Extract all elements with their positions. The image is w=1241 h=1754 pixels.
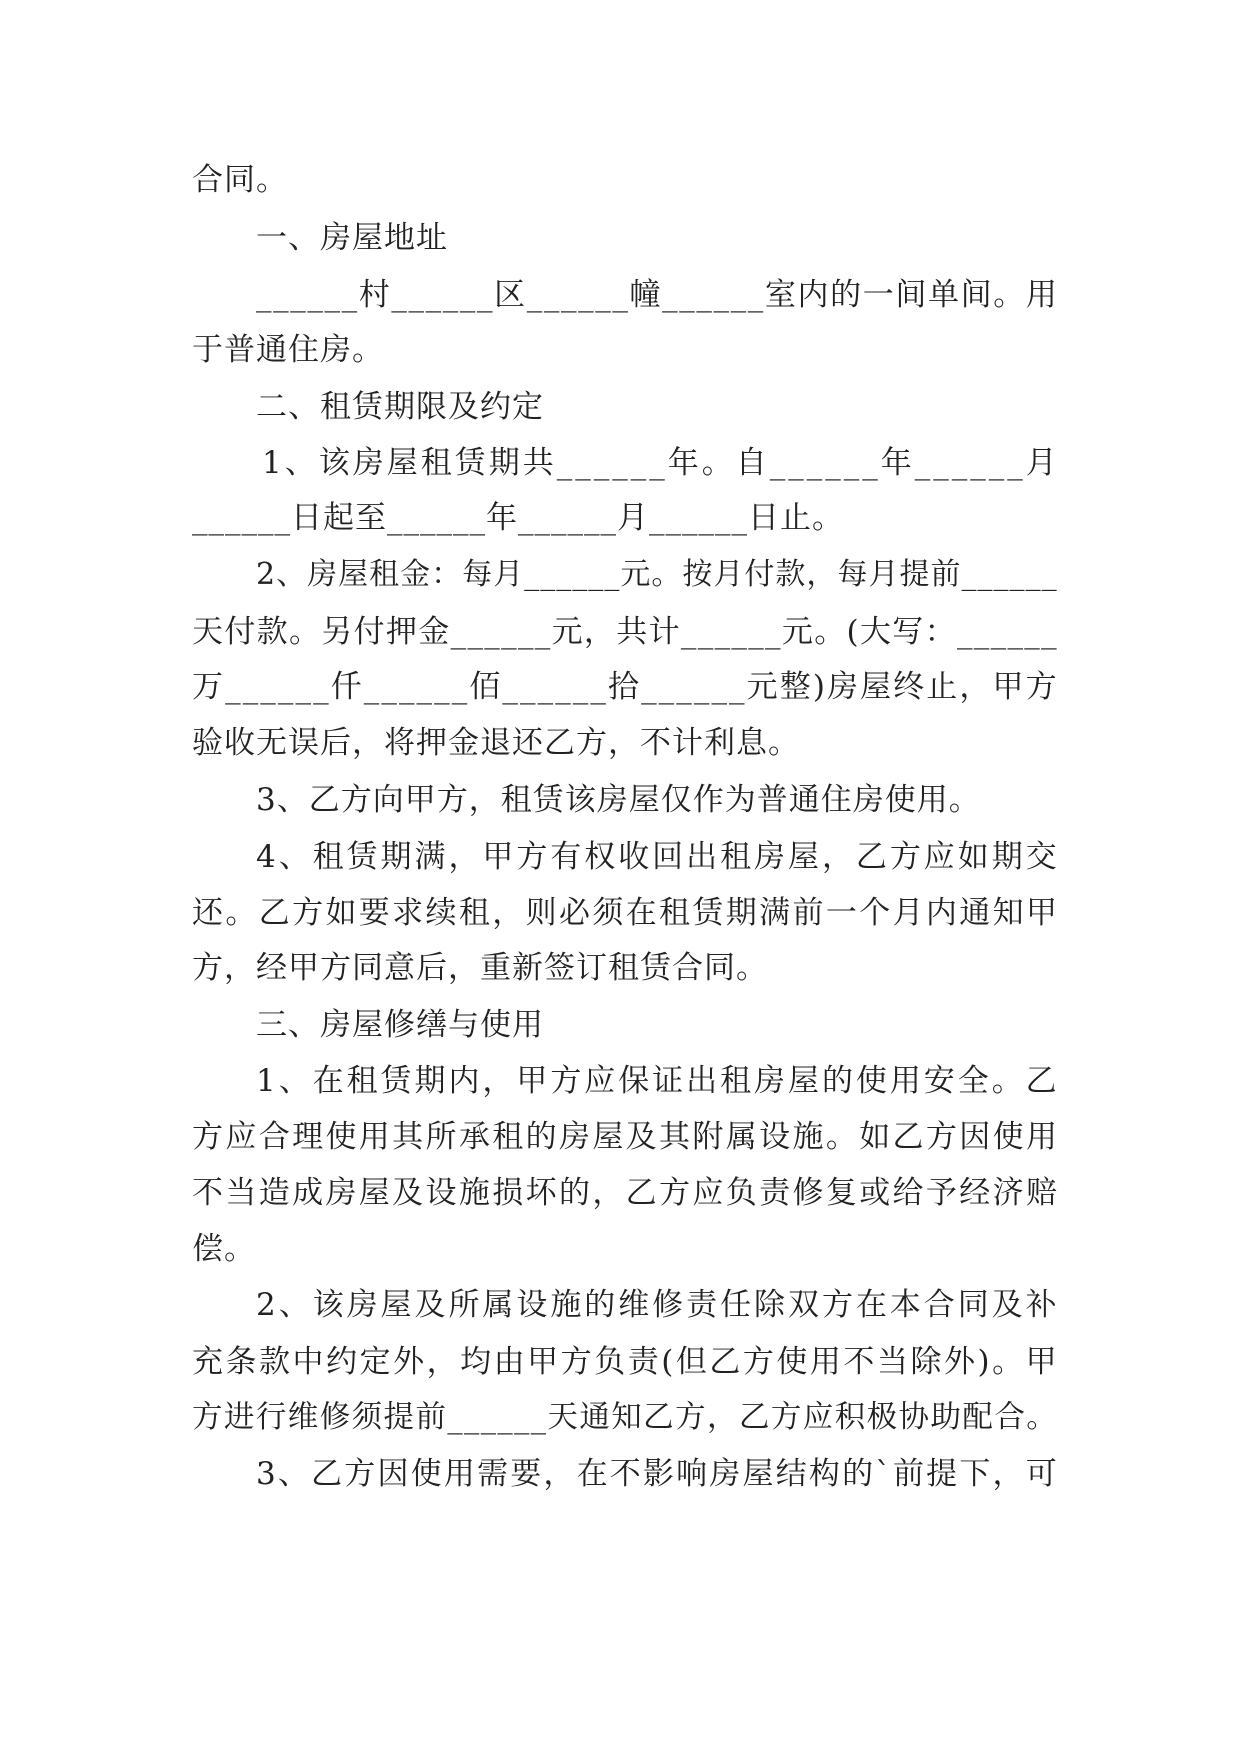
text-line: 3 、 乙 方 因 使 用 需 要 ， 在 不 影 响 房 屋 结 构 的 ` 前 提 下 ， 可 bbox=[256, 1456, 1058, 1492]
text-line: 合同。 bbox=[192, 162, 288, 198]
text-line: ______日起至______年______月______日止。 bbox=[192, 500, 844, 536]
text-line: 还 。 乙 方 如 要 求 续 租 ， 则 必 须 在 租 赁 期 满 前 一 个 月 内 通 知 甲 bbox=[192, 895, 1058, 931]
text-line: 1 、 在 租 赁 期 内 ， 甲 方 应 保 证 出 租 房 屋 的 使 用 安 全 。 乙 bbox=[256, 1063, 1058, 1099]
text-line: 于普通住房。 bbox=[192, 332, 384, 368]
text-line: 充 条 款 中 约 定 外 ， 均 由 甲 方 负 责 ( 但 乙 方 使 用 不 当 除 外 ) 。 甲 bbox=[192, 1344, 1058, 1380]
text-line: _ _ _ _ _ _ 村 _ _ _ _ _ _ 区 _ _ _ _ _ _ 幢 _ _ _ _ _ _ 室 内 的 一 间 单 间 。 用 bbox=[256, 277, 1058, 313]
text-line: 1 、 该 房 屋 租 赁 期 共 _ _ _ _ _ _ 年 。 自 _ _ _ _ _ _ 年 _ _ _ _ _ _ 月 bbox=[262, 445, 1058, 481]
section-heading: 一、房屋地址 bbox=[256, 220, 448, 256]
text-line: 方 进 行 维 修 须 提 前 _ _ _ _ _ _ 天 通 知 乙 方 ， 乙 方 应 积 极 协 助 配 合 。 bbox=[192, 1400, 1058, 1435]
section-heading: 二、租赁期限及约定 bbox=[256, 389, 544, 425]
text-line: 万 _ _ _ _ _ _ 仟 _ _ _ _ _ _ 佰 _ _ _ _ _ _ 拾 _ _ _ _ _ _ 元 整 ) 房 屋 终 止 ， 甲 方 bbox=[192, 669, 1058, 705]
text-line: 3、乙方向甲方，租赁该房屋仅作为普通住房使用。 bbox=[256, 782, 981, 818]
text-line: 2 、 该 房 屋 及 所 属 设 施 的 维 修 责 任 除 双 方 在 本 合 同 及 补 bbox=[256, 1287, 1058, 1323]
text-line: 方 应 合 理 使 用 其 所 承 租 的 房 屋 及 其 附 属 设 施 。 如 乙 方 因 使 用 bbox=[192, 1119, 1058, 1155]
text-line: 偿。 bbox=[192, 1231, 256, 1267]
text-line: 天 付 款 。 另 付 押 金 _ _ _ _ _ _ 元 ， 共 计 _ _ _ _ _ _ 元 。 ( 大 写 ： _ _ _ _ _ _ bbox=[192, 614, 1058, 650]
text-line: 方，经甲方同意后，重新签订租赁合同。 bbox=[192, 950, 768, 986]
text-line: 4 、 租 赁 期 满 ， 甲 方 有 权 收 回 出 租 房 屋 ， 乙 方 应 如 期 交 bbox=[256, 839, 1058, 875]
section-heading: 三、房屋修缮与使用 bbox=[256, 1007, 544, 1043]
text-line: 不 当 造 成 房 屋 及 设 施 损 坏 的 ， 乙 方 应 负 责 修 复 或 给 予 经 济 赔 bbox=[192, 1175, 1058, 1211]
text-line: 验收无误后，将押金退还乙方，不计利息。 bbox=[192, 725, 800, 761]
text-line: 2 、 房 屋 租 金 ： 每 月 _ _ _ _ _ _ 元 。 按 月 付 款 ， 每 月 提 前 _ _ _ _ _ _ bbox=[256, 557, 1058, 592]
